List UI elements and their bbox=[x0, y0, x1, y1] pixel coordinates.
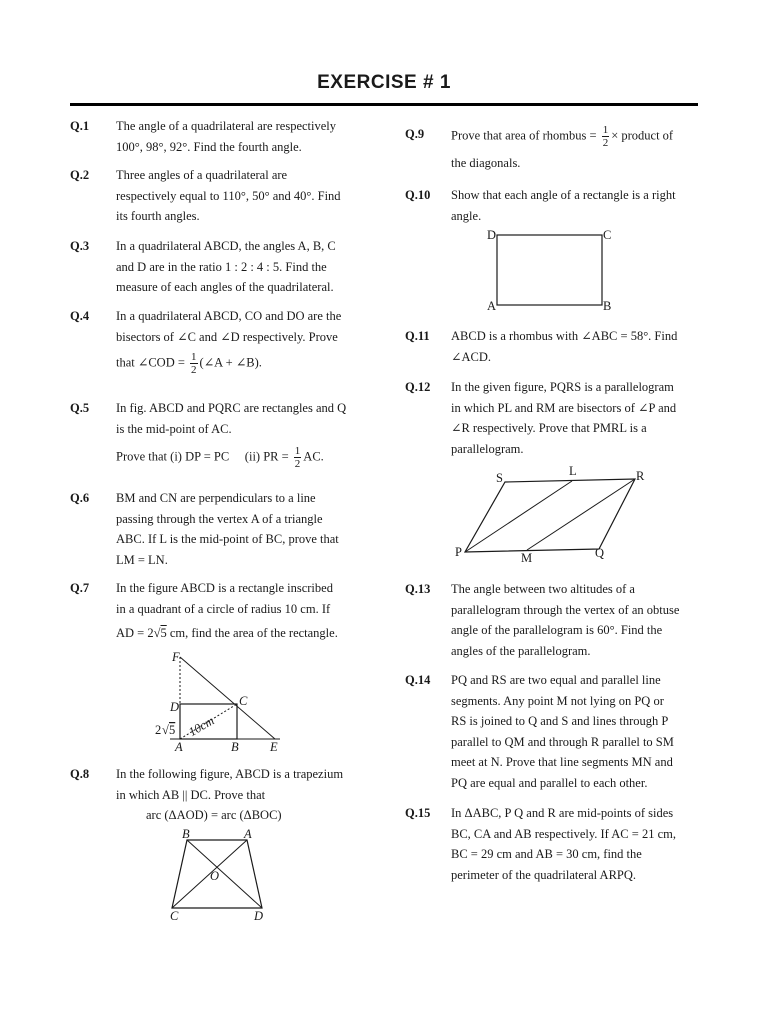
question-number: Q.9 bbox=[405, 127, 425, 141]
label-c: C bbox=[170, 909, 179, 923]
question-text: PQ and RS are two equal and parallel line segments. Any point M not lying on PQ or RS is joined to Q and S and lines through P parallel to QM and through R parallel to SM meet at N. Prove that line segments MN and PQ are equal and parallel to each other. bbox=[451, 673, 674, 790]
label-q: Q bbox=[595, 546, 605, 560]
bisector-rm bbox=[527, 479, 635, 550]
question-text: In fig. ABCD and PQRC are rectangles and Q is the mid-point of AC. Prove that (i) DP = PC (ii) PR = $\frac{1}{2}$ AC. bbox=[116, 398, 362, 470]
fraction: $\frac{1}{2}$ bbox=[294, 445, 301, 470]
label-s: S bbox=[496, 471, 503, 485]
figure-q8-trapezium bbox=[162, 826, 272, 926]
question-text: In a quadrilateral ABCD, the angles A, B, C and D are in the ratio 1 : 2 : 4 : 5. Find the measure of each angles of the quadrilateral. bbox=[116, 239, 336, 294]
question-number: Q.2 bbox=[70, 168, 90, 182]
title-rule bbox=[70, 103, 698, 106]
label-d: D bbox=[254, 909, 264, 923]
question-text: Three angles of a quadrilateral are respectively equal to 110°, 50° and 40°. Find its fourth angles. bbox=[116, 168, 341, 223]
formula-line: Prove that area of rhombus = $\frac{1}{2}$ × product of bbox=[451, 124, 674, 149]
question-text: In the following figure, ABCD is a trapezium in which AB || DC. Prove that arc (ΔAOD) = arc (ΔBOC) bbox=[116, 764, 362, 826]
label-c: C bbox=[603, 228, 612, 242]
figure-q7-rectangle-in-quadrant bbox=[150, 645, 290, 760]
label-side-radical: √ bbox=[162, 723, 169, 737]
question-text: Prove that area of rhombus = $\frac{1}{2}$ × product of the diagonals. bbox=[451, 124, 697, 174]
formula-line: Prove that (i) DP = PC (ii) PR = $\frac{1}{2}$ AC. bbox=[116, 445, 324, 470]
question-text: In a quadrilateral ABCD, CO and DO are the bisectors of ∠C and ∠D respectively. Prove that ∠COD = $\frac{1}{2}$ (∠A + ∠B). bbox=[116, 306, 362, 376]
label-l: L bbox=[569, 464, 577, 478]
parallelogram-pqrs bbox=[465, 479, 635, 552]
question-text: In the figure ABCD is a rectangle inscribed in a quadrant of a circle of radius 10 cm. If AD = 2√5 cm, find the area of the rectangle. bbox=[116, 578, 362, 644]
label-c: C bbox=[239, 694, 248, 708]
label-a: A bbox=[244, 827, 252, 841]
bisector-pl bbox=[465, 481, 572, 552]
question-number: Q.5 bbox=[70, 401, 90, 415]
label-b: B bbox=[603, 299, 612, 313]
question-number: Q.8 bbox=[70, 767, 90, 781]
question-text: BM and CN are perpendiculars to a line passing through the vertex A of a triangle ABC. If L is the mid-point of BC, prove that LM = LN. bbox=[116, 491, 339, 567]
question-number: Q.13 bbox=[405, 582, 431, 596]
question-number: Q.6 bbox=[70, 491, 90, 505]
question-number: Q.4 bbox=[70, 309, 90, 323]
label-b: B bbox=[182, 827, 190, 841]
fraction: $\frac{1}{2}$ bbox=[191, 351, 197, 376]
diagonal-bd bbox=[187, 840, 262, 908]
question-number: Q.10 bbox=[405, 188, 431, 202]
question-text: The angle between two altitudes of a parallelogram through the vertex of an obtuse angle of the parallelogram is 60°. Find the angles of the parallelogram. bbox=[451, 582, 680, 658]
label-side-radicand: 5 bbox=[169, 723, 176, 737]
figure-q12-parallelogram bbox=[452, 462, 652, 567]
label-p: P bbox=[455, 545, 462, 559]
fraction: $\frac{1}{2}$ bbox=[602, 124, 609, 149]
rectangle-abcd bbox=[497, 235, 602, 305]
label-d: D bbox=[487, 228, 497, 242]
page-title: EXERCISE # 1 bbox=[317, 72, 451, 93]
question-number: Q.3 bbox=[70, 239, 90, 253]
label-r: R bbox=[636, 469, 645, 483]
label-a: A bbox=[487, 299, 497, 313]
label-diagonal-length: 10cm bbox=[186, 713, 217, 740]
label-o: O bbox=[210, 869, 220, 883]
label-d: D bbox=[170, 700, 180, 714]
question-text: In the given figure, PQRS is a parallelogram in which PL and RM are bisectors of ∠P and ∠R respectively. Prove that PMRL is a parallelogram. bbox=[451, 380, 677, 456]
question-text: ABCD is a rhombus with ∠ABC = 58°. Find ∠ACD. bbox=[451, 329, 678, 364]
formula-line: that ∠COD = $\frac{1}{2}$ (∠A + ∠B). bbox=[116, 351, 262, 376]
formula-line: AD = 2√5 cm, find the area of the rectangle. bbox=[116, 626, 338, 640]
formula-line: arc (ΔAOD) = arc (ΔBOC) bbox=[146, 808, 282, 822]
label-side-coefficient: 2 bbox=[155, 723, 162, 737]
label-e: E bbox=[270, 740, 278, 754]
question-number: Q.7 bbox=[70, 581, 90, 595]
question-text: In ΔABC, P Q and R are mid-points of sides BC, CA and AB respectively. If AC = 21 cm, BC = 29 cm and AB = 30 cm, find the perimeter of the quadrilateral ARPQ. bbox=[451, 806, 676, 882]
question-number: Q.15 bbox=[405, 806, 431, 820]
question-number: Q.11 bbox=[405, 329, 430, 343]
question-number: Q.1 bbox=[70, 119, 90, 133]
question-text: Show that each angle of a rectangle is a right angle. bbox=[451, 188, 676, 223]
label-f: F bbox=[172, 650, 180, 664]
label-b: B bbox=[231, 740, 239, 754]
question-text: The angle of a quadrilateral are respectively 100°, 98°, 92°. Find the fourth angle. bbox=[116, 119, 337, 154]
question-number: Q.12 bbox=[405, 380, 431, 394]
label-m: M bbox=[521, 551, 533, 565]
question-number: Q.14 bbox=[405, 673, 431, 687]
label-a: A bbox=[175, 740, 183, 754]
figure-q10-rectangle bbox=[484, 226, 619, 316]
